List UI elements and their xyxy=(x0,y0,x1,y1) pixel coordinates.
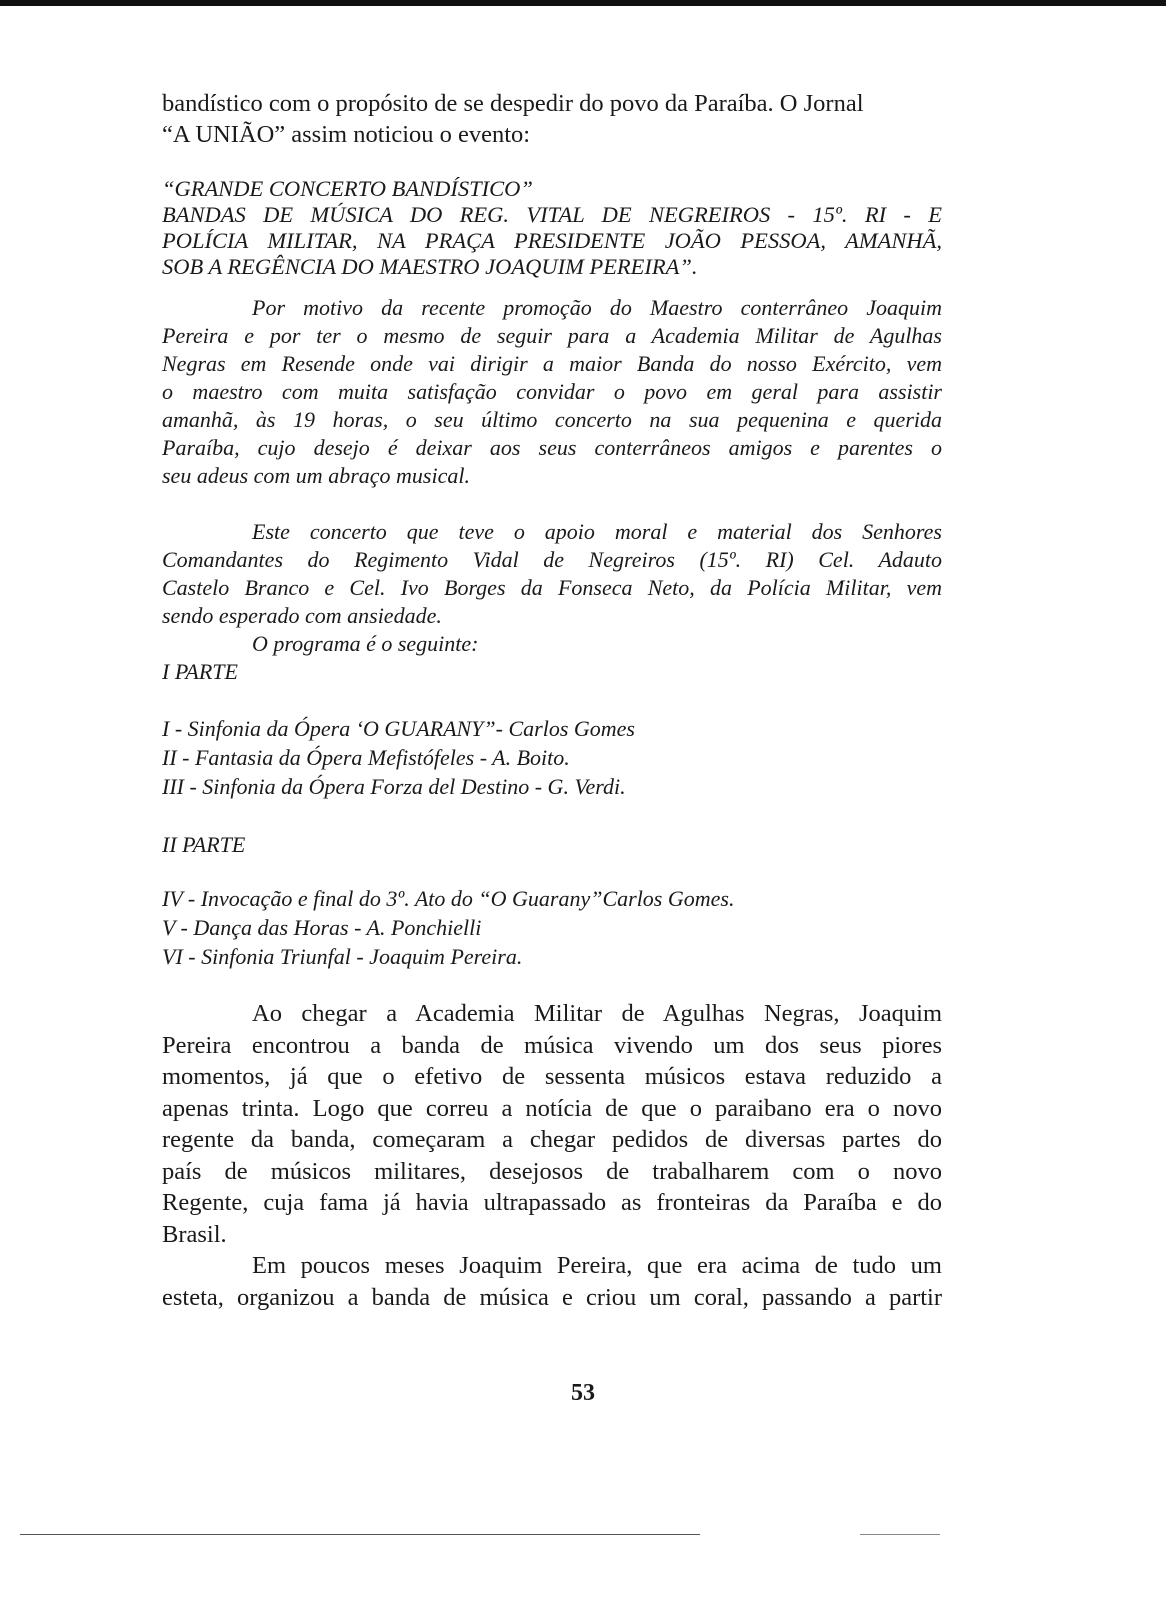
article-paragraph-1 xyxy=(162,294,942,490)
article-line: sendo esperado com ansiedade. xyxy=(162,603,442,628)
intro-paragraph xyxy=(162,88,942,150)
article-line: amanhã, às 19 horas, o seu último concerto na sua pequenina e querida xyxy=(162,407,942,432)
article-line: Por motivo da recente promoção do Maestro conterrâneo Joaquim xyxy=(252,295,942,320)
article-line: Paraíba, cujo desejo é deixar aos seus conterrâneos amigos e parentes o xyxy=(162,435,942,460)
bottom-rule xyxy=(20,1534,700,1535)
body-line: Pereira encontrou a banda de música vivendo um dos seus piores xyxy=(162,1031,942,1059)
program-part1-title: I PARTE xyxy=(162,659,238,684)
body-line: apenas trinta. Logo que correu a notícia de que o paraibano era o novo xyxy=(162,1094,942,1122)
body-line: país de músicos militares, desejosos de trabalharem com o novo xyxy=(162,1157,942,1185)
article-paragraph-2 xyxy=(162,518,942,686)
program-item: VI - Sinfonia Triunfal - Joaquim Pereira. xyxy=(162,944,523,969)
body-line: momentos, já que o efetivo de sessenta músicos estava reduzido a xyxy=(162,1063,942,1090)
program-item: I - Sinfonia da Ópera ‘O GUARANY”- Carlos Gomes xyxy=(162,716,635,741)
body-line: Em poucos meses Joaquim Pereira, que era acima de tudo um xyxy=(252,1252,942,1279)
article-line: Castelo Branco e Cel. Ivo Borges da Fonseca Neto, da Polícia Militar, vem xyxy=(162,575,942,600)
article-line: Comandantes do Regimento Vidal de Negreiros (15º. RI) Cel. Adauto xyxy=(162,547,942,572)
program-part2-title xyxy=(162,830,942,859)
program-part2-list xyxy=(162,884,942,971)
headline-line-2: BANDAS DE MÚSICA DO REG. VITAL DE NEGREIROS - 15º. RI - E xyxy=(162,202,942,227)
body-paragraph-1 xyxy=(162,998,942,1250)
article-line: Pereira e por ter o mesmo de seguir para a Academia Militar de Agulhas xyxy=(162,323,942,348)
program-intro: O programa é o seguinte: xyxy=(252,631,479,656)
top-border-rule xyxy=(0,0,1166,6)
body-line: esteta, organizou a banda de música e criou um coral, passando a partir xyxy=(162,1283,942,1311)
article-line: Negras em Resende onde vai dirigir a maior Banda do nosso Exército, vem xyxy=(162,351,942,376)
headline-line-1: “GRANDE CONCERTO BANDÍSTICO” xyxy=(162,176,533,201)
article-line: o maestro com muita satisfação convidar o povo em geral para assistir xyxy=(162,379,942,404)
program-item: V - Dança das Horas - A. Ponchielli xyxy=(162,915,482,940)
page-number: 53 xyxy=(571,1380,595,1406)
article-line: seu adeus com um abraço musical. xyxy=(162,463,470,488)
body-line: Brasil. xyxy=(162,1220,227,1248)
bottom-rule-fragment xyxy=(860,1534,940,1535)
program-item: III - Sinfonia da Ópera Forza del Destino - G. Verdi. xyxy=(162,774,626,799)
headline-quote xyxy=(162,176,942,280)
intro-line-2: “A UNIÃO” assim noticiou o evento: xyxy=(162,121,531,148)
intro-line-1: bandístico com o propósito de se despedir do povo da Paraíba. O Jornal xyxy=(162,90,864,117)
body-paragraph-2 xyxy=(162,1250,942,1313)
body-line: Regente, cuja fama já havia ultrapassado as fronteiras da Paraíba e do xyxy=(162,1189,942,1216)
headline-line-3: POLÍCIA MILITAR, NA PRAÇA PRESIDENTE JOÃO PESSOA, AMANHÃ, xyxy=(162,228,942,253)
body-line: Ao chegar a Academia Militar de Agulhas Negras, Joaquim xyxy=(252,1000,942,1027)
body-line: regente da banda, começaram a chegar pedidos de diversas partes do xyxy=(162,1126,942,1153)
program-part1-list xyxy=(162,714,942,801)
program-item: IV - Invocação e final do 3º. Ato do “O Guarany”Carlos Gomes. xyxy=(162,886,735,911)
program-item: II - Fantasia da Ópera Mefistófeles - A. Boito. xyxy=(162,745,570,770)
headline-line-4: SOB A REGÊNCIA DO MAESTRO JOAQUIM PEREIRA”. xyxy=(162,254,698,279)
program-part2-title-text: II PARTE xyxy=(162,832,246,857)
article-line: Este concerto que teve o apoio moral e material dos Senhores xyxy=(252,519,942,544)
